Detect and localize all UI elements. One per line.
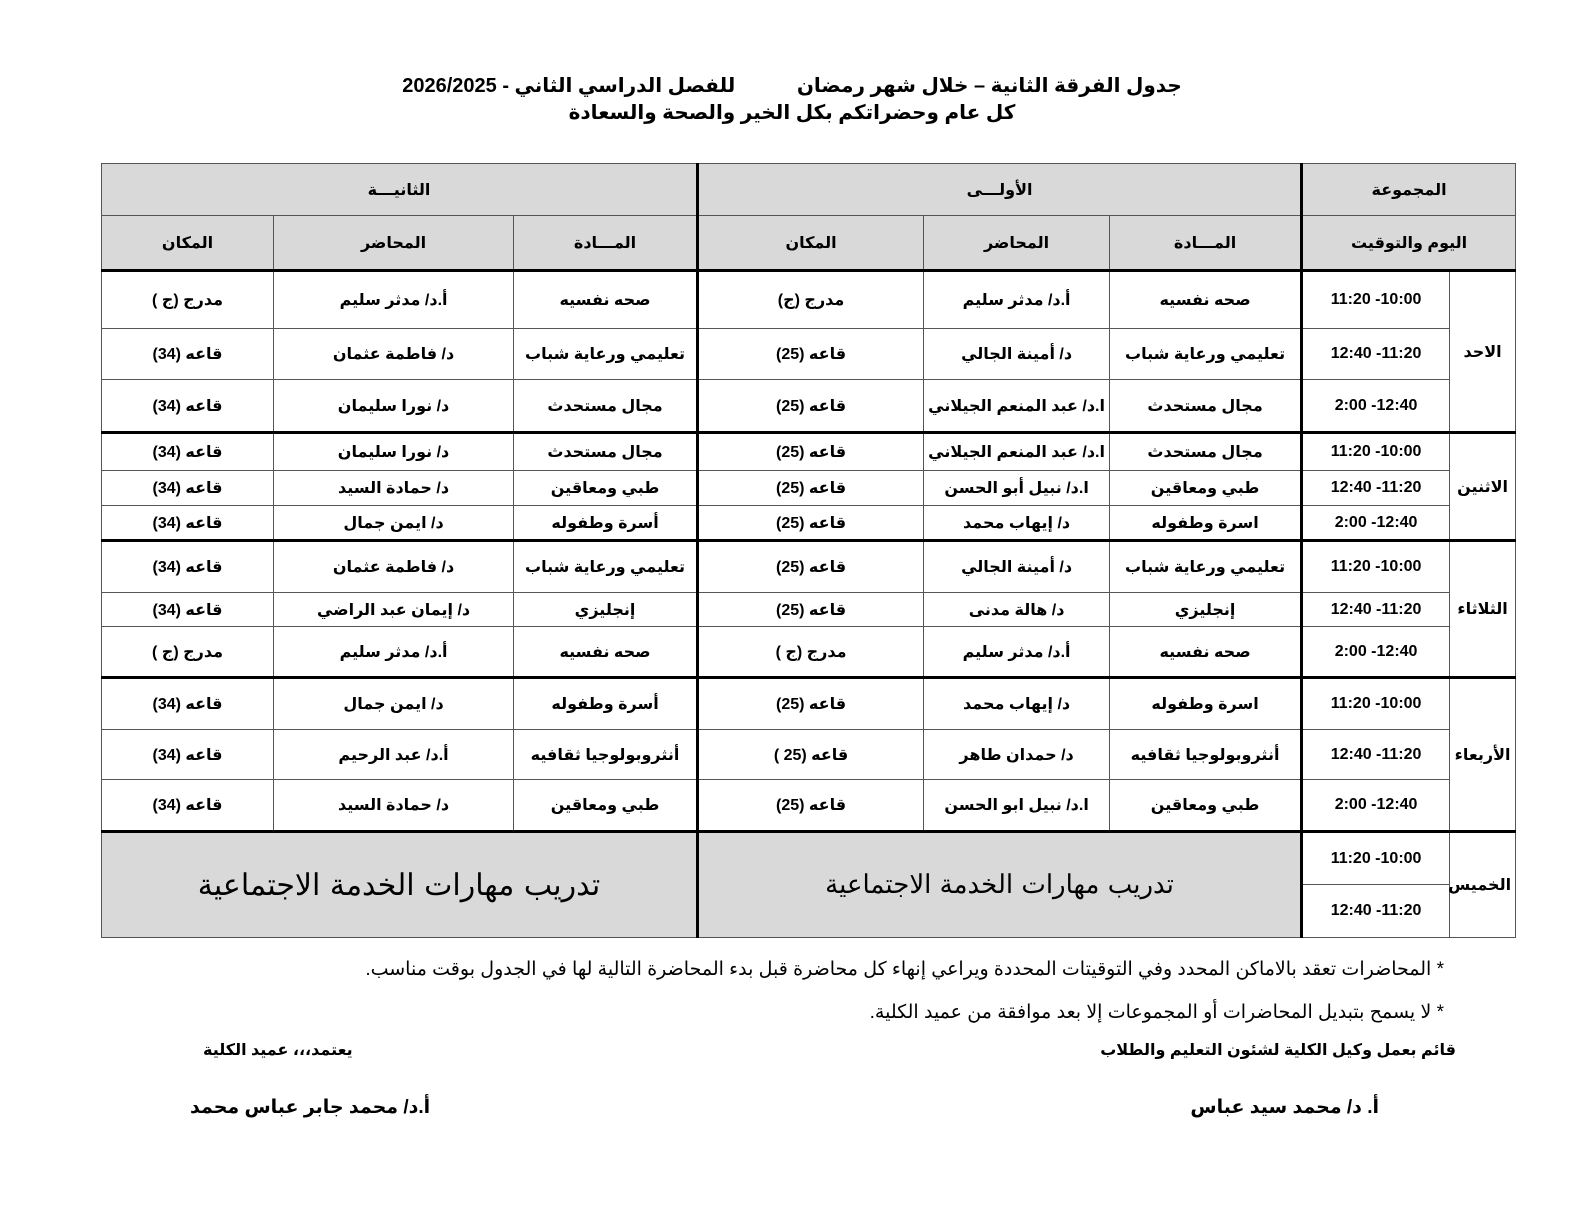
schedule-row: [102, 506, 1516, 541]
title-line-2: كل عام وحضراتكم بكل الخير والصحة والسعادة: [568, 102, 1016, 124]
lecturer-cell-second: أ.د/ مدثر سليم: [274, 271, 514, 329]
day-cell: الاثنين: [1450, 433, 1516, 541]
lecturer-cell-first: أ.د/ مدثر سليم: [924, 627, 1110, 678]
subject-cell-first: صحه نفسيه: [1110, 627, 1302, 678]
subject-header-2: المـــادة: [514, 216, 698, 271]
lecturer-cell-first: أ.د/ مدثر سليم: [924, 271, 1110, 329]
subject-cell-first: طبي ومعاقين: [1110, 780, 1302, 832]
lecturer-cell-second: د/ نورا سليمان: [274, 433, 514, 471]
subject-cell-first: طبي ومعاقين: [1110, 471, 1302, 506]
place-cell-first: قاعه (25): [698, 433, 924, 471]
thursday-row-1: [102, 832, 1516, 885]
header-row-columns: [102, 216, 1516, 271]
day-cell: الأربعاء: [1450, 678, 1516, 832]
time-cell: 12:40- 2:00: [1302, 627, 1450, 678]
place-cell-second: قاعه (34): [102, 541, 274, 593]
place-header-1: المكان: [698, 216, 924, 271]
subject-cell-first: مجال مستحدث: [1110, 433, 1302, 471]
place-cell-second: مدرج (ج ): [102, 271, 274, 329]
vice-dean-name: أ. د/ محمد سيد عباس: [1190, 1097, 1379, 1118]
schedule-row: [102, 433, 1516, 471]
lecturer-cell-second: أ.د/ مدثر سليم: [274, 627, 514, 678]
day-cell: الخميس: [1450, 832, 1516, 938]
subject-cell-first: اسرة وطفوله: [1110, 678, 1302, 730]
notes: [194, 958, 1444, 1044]
place-cell-first: قاعه (25): [698, 506, 924, 541]
lecturer-cell-second: د/ فاطمة عثمان: [274, 541, 514, 593]
lecturer-cell-first: ا.د/ نبيل أبو الحسن: [924, 471, 1110, 506]
schedule-row: [102, 471, 1516, 506]
subject-cell-second: أسرة وطفوله: [514, 506, 698, 541]
schedule-row: [102, 541, 1516, 593]
time-cell: 10:00- 11:20: [1302, 541, 1450, 593]
first-group-header: الأولـــى: [698, 164, 1302, 216]
time-cell: 11:20- 12:40: [1302, 593, 1450, 627]
time-cell: 10:00- 11:20: [1302, 832, 1450, 885]
subject-cell-second: إنجليزي: [514, 593, 698, 627]
group-header: المجموعة: [1302, 164, 1516, 216]
subject-cell-first: اسرة وطفوله: [1110, 506, 1302, 541]
training-second-group: تدريب مهارات الخدمة الاجتماعية: [102, 832, 698, 938]
lecturer-cell-first: د/ إيهاب محمد: [924, 678, 1110, 730]
lecturer-cell-first: د/ أمينة الجالي: [924, 329, 1110, 380]
time-cell: 10:00- 11:20: [1302, 433, 1450, 471]
time-cell: 12:40- 2:00: [1302, 380, 1450, 433]
time-cell: 11:20- 12:40: [1302, 730, 1450, 780]
place-cell-first: مدرج (ج ): [698, 627, 924, 678]
subject-cell-second: مجال مستحدث: [514, 433, 698, 471]
lecturer-cell-second: أ.د/ عبد الرحيم: [274, 730, 514, 780]
subject-cell-first: أنثروبولوجيا ثقافيه: [1110, 730, 1302, 780]
dean-name: أ.د/ محمد جابر عباس محمد: [190, 1097, 431, 1118]
schedule-row: [102, 329, 1516, 380]
title-part-b: للفصل الدراسي الثاني - 2026/2025: [402, 75, 736, 97]
place-cell-second: قاعه (34): [102, 730, 274, 780]
subject-cell-first: مجال مستحدث: [1110, 380, 1302, 433]
place-cell-second: قاعه (34): [102, 780, 274, 832]
subject-cell-second: أسرة وطفوله: [514, 678, 698, 730]
subject-cell-first: تعليمي ورعاية شباب: [1110, 541, 1302, 593]
place-cell-first: قاعه (25): [698, 593, 924, 627]
lecturer-cell-first: د/ إيهاب محمد: [924, 506, 1110, 541]
schedule-row: [102, 271, 1516, 329]
place-cell-second: قاعه (34): [102, 678, 274, 730]
header-row-groups: [102, 164, 1516, 216]
schedule-body: [102, 271, 1516, 832]
schedule-table: [101, 163, 1516, 938]
lecturer-cell-second: د/ فاطمة عثمان: [274, 329, 514, 380]
note-2: * لا يسمح بتبديل المحاضرات أو المجموعات إلا بعد موافقة من عميد الكلية.: [869, 1002, 1444, 1023]
schedule-row: [102, 627, 1516, 678]
time-cell: 11:20- 12:40: [1302, 885, 1450, 938]
lecturer-cell-first: د/ هالة مدنى: [924, 593, 1110, 627]
time-cell: 11:20- 12:40: [1302, 471, 1450, 506]
lecturer-header-1: المحاضر: [924, 216, 1110, 271]
schedule-row: [102, 730, 1516, 780]
subject-cell-second: صحه نفسيه: [514, 627, 698, 678]
time-cell: 12:40- 2:00: [1302, 506, 1450, 541]
subject-cell-second: تعليمي ورعاية شباب: [514, 541, 698, 593]
time-cell: 12:40- 2:00: [1302, 780, 1450, 832]
subject-cell-second: تعليمي ورعاية شباب: [514, 329, 698, 380]
place-cell-second: قاعه (34): [102, 506, 274, 541]
place-cell-first: قاعه (25): [698, 541, 924, 593]
time-cell: 10:00- 11:20: [1302, 678, 1450, 730]
page-header: [0, 72, 1584, 126]
title-line-1: [0, 72, 1584, 100]
lecturer-cell-second: د/ ايمن جمال: [274, 506, 514, 541]
lecturer-cell-second: د/ ايمن جمال: [274, 678, 514, 730]
lecturer-cell-first: ا.د/ نبيل ابو الحسن: [924, 780, 1110, 832]
day-time-header: اليوم والتوقيت: [1302, 216, 1516, 271]
note-1: * المحاضرات تعقد بالاماكن المحدد وفي التوقيتات المحددة ويراعي إنهاء كل محاضرة قبل بدء المحاضرة التالية لها في الجدول بوقت مناسب.: [365, 959, 1444, 980]
place-cell-first: قاعه (25): [698, 380, 924, 433]
schedule-row: [102, 380, 1516, 433]
place-cell-first: قاعه (25): [698, 780, 924, 832]
lecturer-cell-first: د/ أمينة الجالي: [924, 541, 1110, 593]
subject-cell-second: صحه نفسيه: [514, 271, 698, 329]
place-cell-second: مدرج (ج ): [102, 627, 274, 678]
lecturer-cell-first: د/ حمدان طاهر: [924, 730, 1110, 780]
subject-cell-second: مجال مستحدث: [514, 380, 698, 433]
lecturer-cell-second: د/ نورا سليمان: [274, 380, 514, 433]
lecturer-cell-second: د/ حمادة السيد: [274, 471, 514, 506]
place-cell-second: قاعه (34): [102, 593, 274, 627]
subject-cell-second: أنثروبولوجيا ثقافيه: [514, 730, 698, 780]
vice-dean-title: قائم بعمل وكيل الكلية لشئون التعليم والطلاب: [1100, 1042, 1456, 1059]
time-cell: 10:00- 11:20: [1302, 271, 1450, 329]
day-cell: الثلاثاء: [1450, 541, 1516, 678]
dean-title: يعتمد،،، عميد الكلية: [203, 1042, 353, 1059]
subject-header-1: المـــادة: [1110, 216, 1302, 271]
place-cell-second: قاعه (34): [102, 329, 274, 380]
training-first-group: تدريب مهارات الخدمة الاجتماعية: [698, 832, 1302, 938]
subject-cell-first: إنجليزي: [1110, 593, 1302, 627]
lecturer-cell-first: ا.د/ عبد المنعم الجيلاني: [924, 380, 1110, 433]
subject-cell-second: طبي ومعاقين: [514, 780, 698, 832]
subject-cell-second: طبي ومعاقين: [514, 471, 698, 506]
place-cell-first: قاعه (25): [698, 329, 924, 380]
schedule-row: [102, 780, 1516, 832]
lecturer-header-2: المحاضر: [274, 216, 514, 271]
subject-cell-first: تعليمي ورعاية شباب: [1110, 329, 1302, 380]
place-cell-second: قاعه (34): [102, 433, 274, 471]
place-cell-second: قاعه (34): [102, 471, 274, 506]
second-group-header: الثانيـــة: [102, 164, 698, 216]
title-part-a: جدول الفرقة الثانية – خلال شهر رمضان: [796, 75, 1182, 97]
lecturer-cell-second: د/ حمادة السيد: [274, 780, 514, 832]
place-cell-first: قاعه (25): [698, 471, 924, 506]
place-cell-first: قاعه (25 ): [698, 730, 924, 780]
place-cell-first: مدرج (ج): [698, 271, 924, 329]
schedule-row: [102, 593, 1516, 627]
lecturer-cell-second: د/ إيمان عبد الراضي: [274, 593, 514, 627]
lecturer-cell-first: ا.د/ عبد المنعم الجيلاني: [924, 433, 1110, 471]
time-cell: 11:20- 12:40: [1302, 329, 1450, 380]
place-cell-second: قاعه (34): [102, 380, 274, 433]
place-header-2: المكان: [102, 216, 274, 271]
place-cell-first: قاعه (25): [698, 678, 924, 730]
schedule-row: [102, 678, 1516, 730]
subject-cell-first: صحه نفسيه: [1110, 271, 1302, 329]
day-cell: الاحد: [1450, 271, 1516, 433]
